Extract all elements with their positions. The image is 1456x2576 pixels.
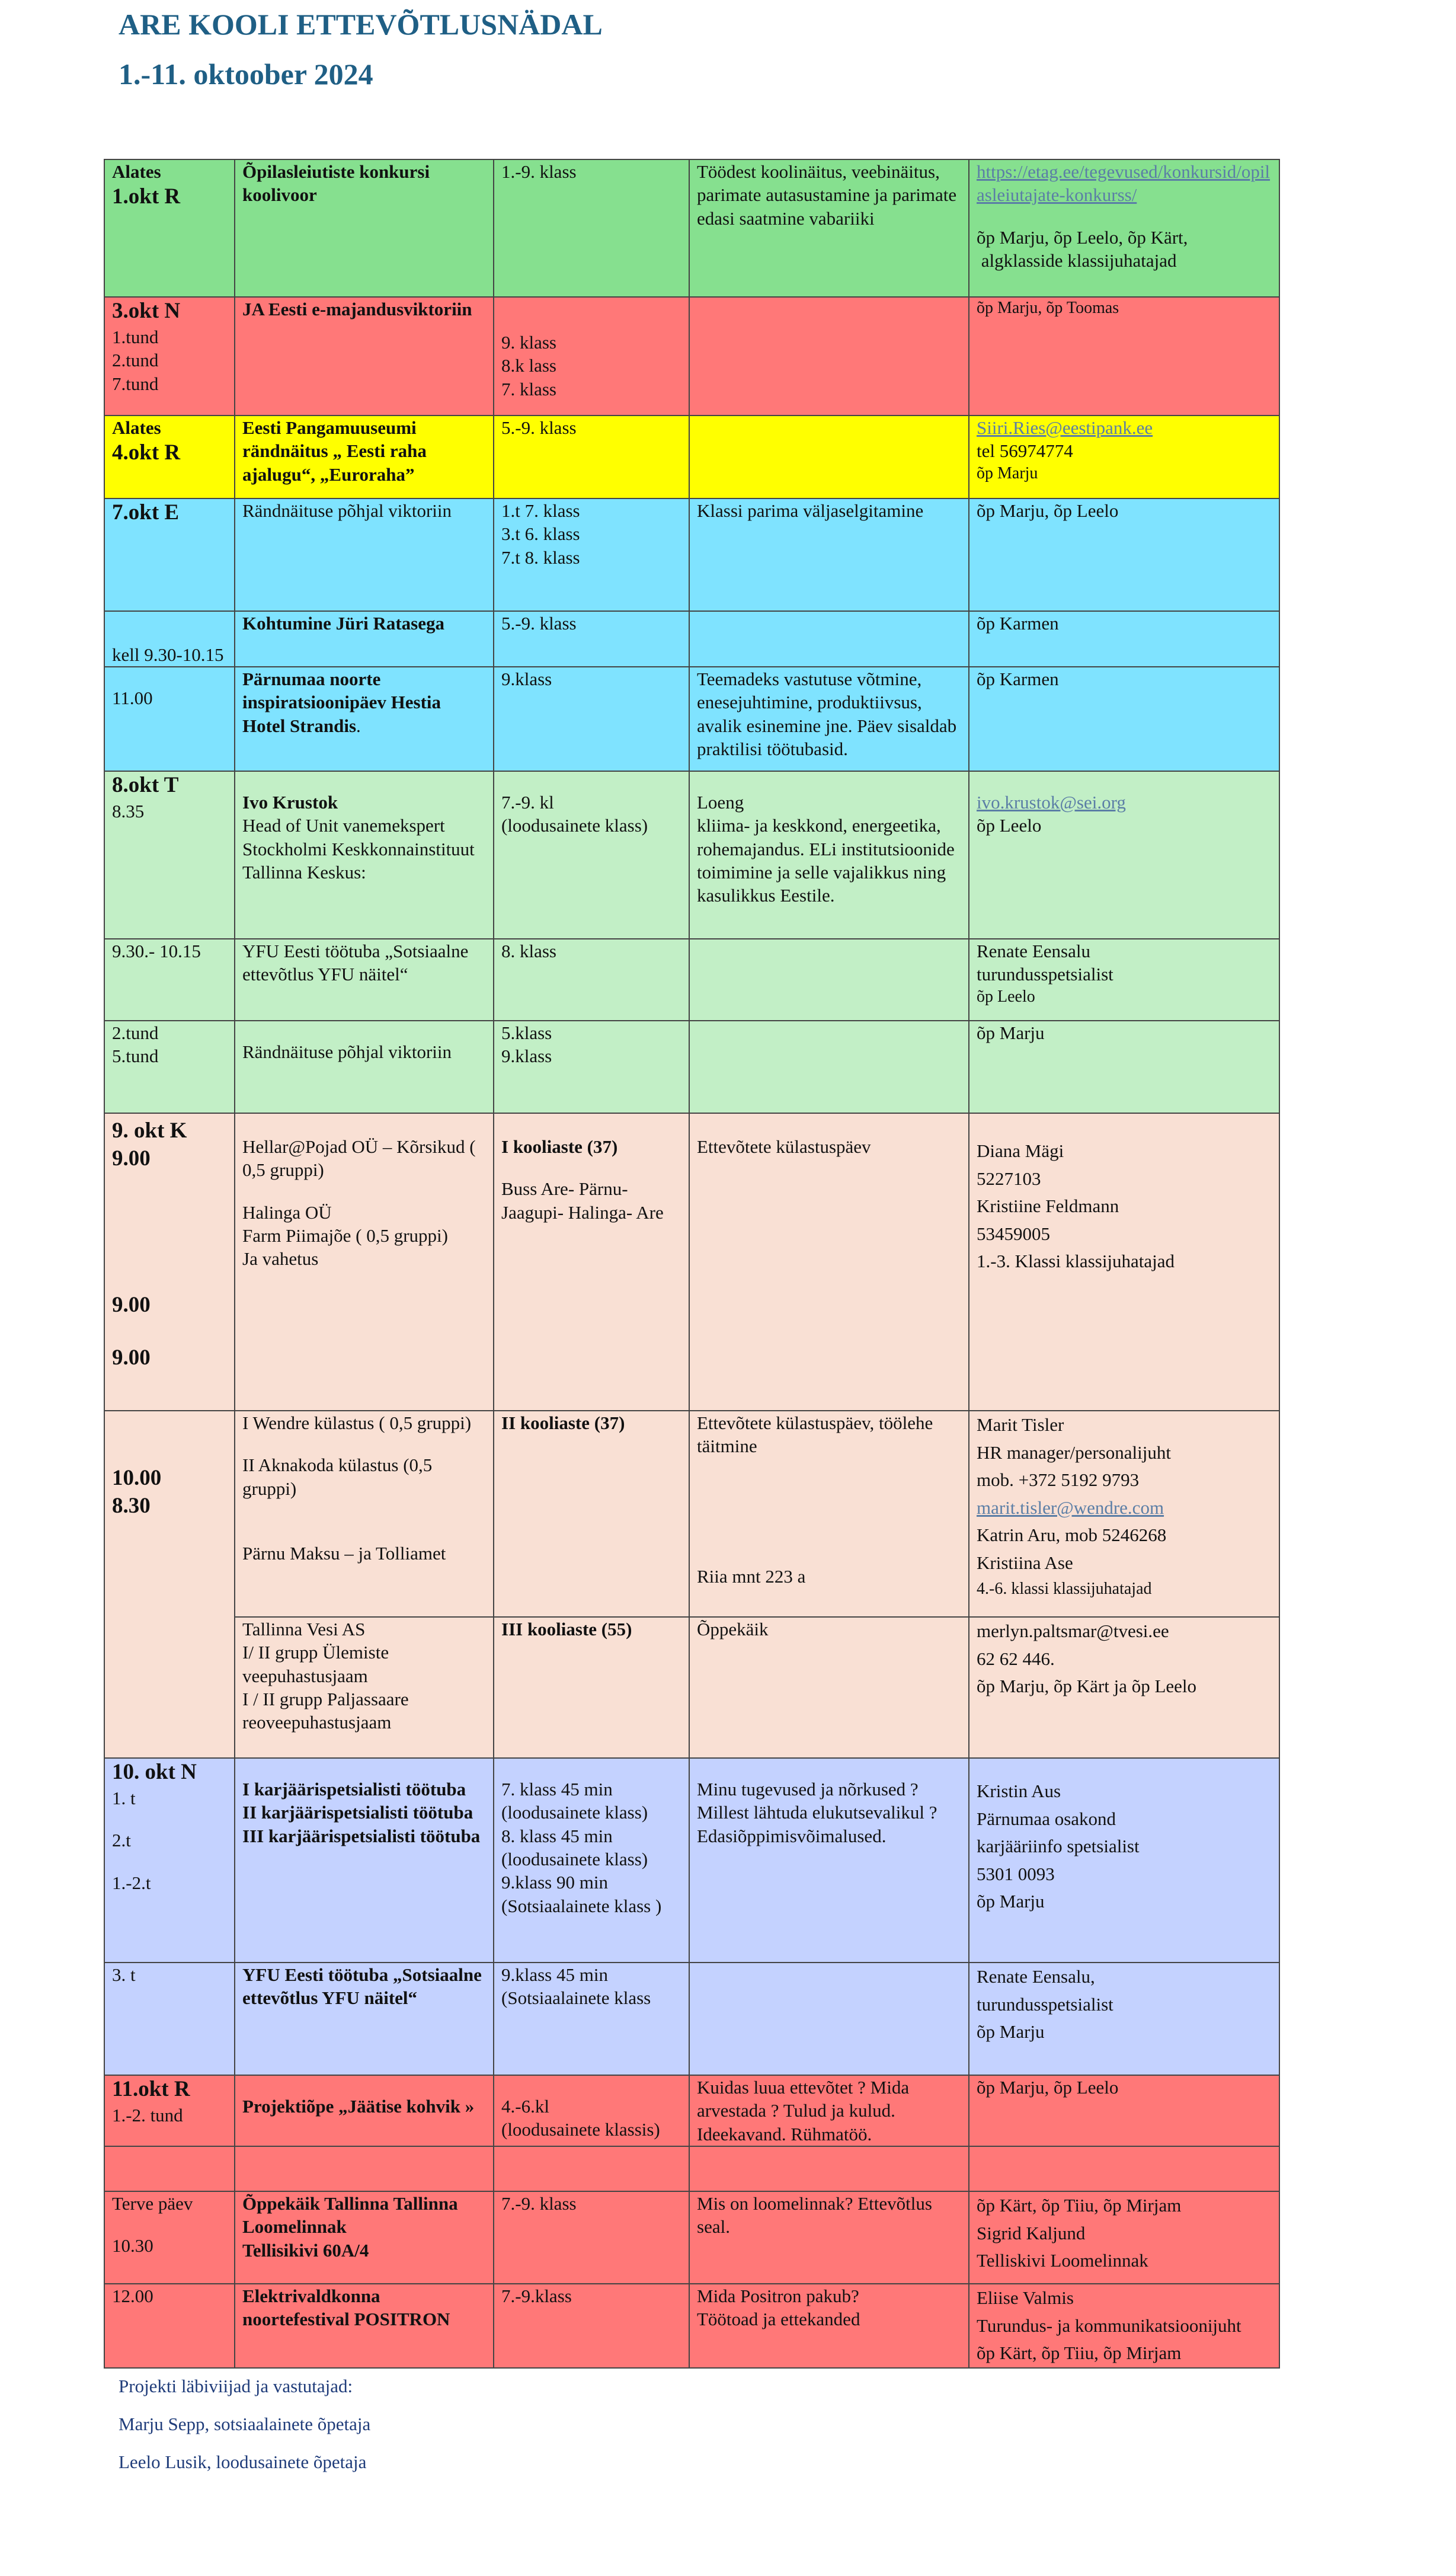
contact-text: 4.-6. klassi klassijuhatajad xyxy=(977,1580,1152,1598)
contact-text: 5227103 xyxy=(977,1168,1041,1189)
date-cell xyxy=(104,1758,235,1963)
contact-cell xyxy=(969,498,1279,611)
contact-cell xyxy=(969,297,1279,416)
event-cell xyxy=(235,159,494,297)
group-text: 9. klass xyxy=(501,332,556,353)
contact-text: algklasside klassijuhatajad xyxy=(977,250,1177,271)
bus-route: Buss Are- Pärnu-Jaagupi- Halinga- Are xyxy=(501,1178,664,1223)
group-cell xyxy=(494,939,689,1021)
contact-text: Renate Eensalu xyxy=(977,941,1090,961)
address-text: Riia mnt 223 a xyxy=(697,1565,806,1587)
event-title: Hellar@Pojad OÜ – Kõrsikud ( 0,5 gruppi) xyxy=(242,1136,476,1181)
table-row xyxy=(104,939,1279,1021)
contact-text: õp Marju, õp Leelo xyxy=(977,500,1119,521)
date-label: 10. okt N xyxy=(112,1760,197,1784)
group-text: 5.-9. klass xyxy=(501,613,577,634)
event-cell xyxy=(235,2146,494,2191)
contact-cell xyxy=(969,1113,1279,1411)
description-text: Edasiõppimisvõimalused. xyxy=(697,1825,887,1846)
email-link[interactable]: marit.tisler@wendre.com xyxy=(977,1497,1164,1518)
event-title-period: . xyxy=(356,715,361,736)
contact-text: õp Marju xyxy=(977,1891,1045,1912)
contact-text: mob. +372 5192 9793 xyxy=(977,1469,1140,1490)
group-text: 7.-9.klass xyxy=(501,2286,572,2307)
table-row xyxy=(104,1617,1279,1758)
speaker-title: Head of Unit vanemekspert Stockholmi Keskkonnainstituut Tallinna Keskus: xyxy=(242,815,475,883)
table-row xyxy=(104,159,1279,297)
description-text: Ettevõtete külastuspäev xyxy=(697,1136,871,1157)
contest-link[interactable]: https://etag.ee/tegevused/konkursid/opilasleiutajate-konkurss/ xyxy=(977,161,1271,206)
event-cell xyxy=(235,939,494,1021)
contact-text: merlyn.paltsmar@tvesi.ee xyxy=(977,1621,1169,1641)
date-label: 3.okt N xyxy=(112,299,181,323)
group-cell xyxy=(494,159,689,297)
description-text: Teemadeks vastutuse võtmine, enesejuhtimine, produktiivsus, avalik esinemine jne. Päev sisaldab praktilisi töötubasid. xyxy=(697,669,957,760)
event-title: Halinga OÜ xyxy=(242,1201,332,1223)
contact-text: Renate Eensalu, xyxy=(977,1966,1095,1987)
group-cell xyxy=(494,2191,689,2284)
group-text: 7. klass xyxy=(501,378,556,399)
date-cell xyxy=(104,2191,235,2284)
event-cell xyxy=(235,611,494,667)
lesson-label: 5.tund xyxy=(112,1046,159,1067)
time-label: 9.30.- 10.15 xyxy=(112,941,201,961)
group-text: (Sotsiaalainete klass ) xyxy=(501,1895,662,1916)
lesson-label: 1.-2. tund xyxy=(112,2104,183,2126)
contact-text: õp Marju, õp Leelo xyxy=(977,2077,1119,2098)
contact-text: Kristin Aus xyxy=(977,1781,1061,1801)
event-title: Farm Piimajõe ( 0,5 gruppi) xyxy=(242,1225,448,1247)
date-cell xyxy=(104,2075,235,2146)
group-cell xyxy=(494,1617,689,1758)
date-label: 11.okt R xyxy=(112,2077,190,2101)
contact-text: õp Marju, õp Toomas xyxy=(977,299,1119,317)
time-label: kell 9.30-10.15 xyxy=(112,644,224,665)
contact-text: õp Marju xyxy=(977,464,1038,482)
event-cell xyxy=(235,416,494,498)
group-text: 9.klass xyxy=(501,669,552,689)
event-title: Rändnäituse põhjal viktoriin xyxy=(242,1041,452,1062)
date-prefix: Alates xyxy=(112,417,161,438)
lesson-label: 2.tund xyxy=(112,350,159,371)
page-dates: 1.-11. oktoober 2024 xyxy=(119,57,373,91)
time-label: 8.30 xyxy=(112,1493,151,1518)
time-label: 10.00 xyxy=(112,1466,162,1490)
date-label: 8.okt T xyxy=(112,773,179,797)
date-label: 7.okt E xyxy=(112,500,180,525)
time-label: 9.00 xyxy=(112,1345,151,1370)
event-title: Elektrivaldkonna noortefestival POSITRON xyxy=(242,2286,450,2330)
description-cell xyxy=(689,1021,969,1113)
event-cell xyxy=(235,1617,494,1758)
lesson-label: 1.-2.t xyxy=(112,1872,151,1893)
contact-cell xyxy=(969,1758,1279,1963)
group-text: (Sotsiaalainete klass xyxy=(501,1987,651,2009)
description-text: Loeng xyxy=(697,792,744,813)
table-row xyxy=(104,297,1279,416)
event-title: Tallinna Vesi AS xyxy=(242,1619,366,1639)
contact-text: Pärnumaa osakond xyxy=(977,1808,1116,1829)
description-text: Ettevõtete külastuspäev, töölehe täitmine xyxy=(697,1412,933,1457)
email-link[interactable]: Siiri.Ries@eestipank.ee xyxy=(977,417,1153,438)
group-cell xyxy=(494,1021,689,1113)
group-text: 5.klass xyxy=(501,1022,552,1043)
group-text: 7.-9. klass xyxy=(501,2193,577,2214)
group-cell xyxy=(494,297,689,416)
table-row xyxy=(104,1758,1279,1963)
event-title: JA Eesti e-majandusviktoriin xyxy=(242,299,472,319)
group-cell xyxy=(494,611,689,667)
date-cell xyxy=(104,159,235,297)
time-label: Terve päev xyxy=(112,2193,193,2214)
contact-cell xyxy=(969,1021,1279,1113)
event-title: I/ II grupp Ülemiste veepuhastusjaam xyxy=(242,1642,389,1686)
description-text: Töötoad ja ettekanded xyxy=(697,2309,860,2330)
group-text: (loodusainete klassis) xyxy=(501,2119,660,2140)
event-cell xyxy=(235,1758,494,1963)
contact-text: Marit Tisler xyxy=(977,1414,1064,1435)
group-text: 8. klass 45 min xyxy=(501,1825,613,1846)
description-cell xyxy=(689,1758,969,1963)
table-row xyxy=(104,667,1279,771)
table-row xyxy=(104,2191,1279,2284)
event-title: Kohtumine Jüri Ratasega xyxy=(242,613,444,634)
contact-cell xyxy=(969,667,1279,771)
description-cell xyxy=(689,611,969,667)
contact-text: tel 56974774 xyxy=(977,440,1073,462)
group-cell xyxy=(494,2075,689,2146)
table-row xyxy=(104,2146,1279,2191)
footer-heading: Projekti läbiviijad ja vastutajad: xyxy=(119,2376,353,2396)
description-text: kliima- ja keskkond, energeetika, rohemajandus. ELi institutsioonide toimimine ja selle vajalikkus ning kasulikkus Eestile. xyxy=(697,815,955,906)
table-row xyxy=(104,1113,1279,1411)
time-label: 11.00 xyxy=(112,688,153,708)
event-title: II Aknakoda külastus (0,5 gruppi) xyxy=(242,1455,433,1499)
description-text: Minu tugevused ja nõrkused ? xyxy=(697,1779,919,1800)
event-cell xyxy=(235,2075,494,2146)
date-label: 1.okt R xyxy=(112,184,181,209)
event-cell xyxy=(235,2191,494,2284)
description-cell xyxy=(689,1113,969,1411)
description-cell xyxy=(689,2284,969,2368)
group-text: (loodusainete klass) xyxy=(501,1849,648,1870)
table-row xyxy=(104,2284,1279,2368)
group-text: (loodusainete klass) xyxy=(501,1802,648,1823)
contact-text: õp Kärt, õp Tiiu, õp Mirjam xyxy=(977,2195,1182,2216)
schedule-table xyxy=(104,159,1280,2369)
table-row xyxy=(104,1963,1279,2075)
event-title: Õpilasleiutiste konkursi koolivoor xyxy=(242,161,430,206)
table-row xyxy=(104,416,1279,498)
footer xyxy=(119,2376,370,2489)
group-cell xyxy=(494,1411,689,1617)
lesson-label: 7.tund xyxy=(112,373,159,394)
date-cell xyxy=(104,1411,235,1758)
event-title: I karjäärispetsialisti töötuba xyxy=(242,1779,466,1800)
contact-cell xyxy=(969,2284,1279,2368)
description-cell xyxy=(689,939,969,1021)
group-text: 8. klass xyxy=(501,941,556,961)
event-title: III karjäärispetsialisti töötuba xyxy=(242,1825,481,1846)
footer-line: Marju Sepp, sotsiaalainete õpetaja xyxy=(119,2414,371,2434)
table-row xyxy=(104,498,1279,611)
group-text: 7. klass 45 min xyxy=(501,1779,613,1800)
description-cell xyxy=(689,498,969,611)
event-cell xyxy=(235,1021,494,1113)
contact-cell xyxy=(969,1617,1279,1758)
table-row xyxy=(104,1411,1279,1617)
group-cell xyxy=(494,1963,689,2075)
group-cell xyxy=(494,1758,689,1963)
date-prefix: Alates xyxy=(112,161,161,182)
group-cell xyxy=(494,2284,689,2368)
event-cell xyxy=(235,1963,494,2075)
group-cell xyxy=(494,771,689,939)
contact-cell xyxy=(969,1411,1279,1617)
event-title: Eesti Pangamuuseumi rändnäitus „ Eesti raha ajalugu“, „Euroraha” xyxy=(242,417,427,485)
description-cell xyxy=(689,159,969,297)
event-title: Projektiõpe „Jäätise kohvik » xyxy=(242,2096,475,2117)
table-row xyxy=(104,611,1279,667)
time-label: 8.35 xyxy=(112,800,145,822)
speaker-name: Ivo Krustok xyxy=(242,792,338,813)
table-row xyxy=(104,2075,1279,2146)
contact-text: Kristiina Ase xyxy=(977,1552,1073,1573)
contact-cell xyxy=(969,611,1279,667)
event-address: Tellisikivi 60A/4 xyxy=(242,2239,369,2261)
lesson-label: 3. t xyxy=(112,1964,136,1985)
description-cell xyxy=(689,1963,969,2075)
date-label: 9. okt K xyxy=(112,1118,187,1143)
date-cell xyxy=(104,2284,235,2368)
footer-line: Leelo Lusik, loodusainete õpetaja xyxy=(119,2452,367,2472)
description-cell xyxy=(689,1411,969,1617)
contact-text: Diana Mägi xyxy=(977,1140,1064,1161)
group-text: III kooliaste (55) xyxy=(501,1619,632,1639)
event-title: Ja vahetus xyxy=(242,1248,319,1270)
contact-text: Sigrid Kaljund xyxy=(977,2222,1086,2243)
event-cell xyxy=(235,2284,494,2368)
description-cell xyxy=(689,771,969,939)
group-cell xyxy=(494,498,689,611)
contact-text: Kristiine Feldmann xyxy=(977,1196,1119,1216)
date-cell xyxy=(104,667,235,771)
description-text: Õppekäik xyxy=(697,1619,769,1639)
group-text: 7.t 8. klass xyxy=(501,546,580,568)
group-text: 1.t 7. klass xyxy=(501,500,580,521)
event-title: I Wendre külastus ( 0,5 gruppi) xyxy=(242,1412,472,1433)
contact-cell xyxy=(969,2191,1279,2284)
date-label: 4.okt R xyxy=(112,440,181,465)
group-text: 4.-6.kl xyxy=(501,2096,549,2117)
contact-cell xyxy=(969,159,1279,297)
group-text: 9.klass xyxy=(501,1046,552,1067)
description-cell xyxy=(689,416,969,498)
date-cell xyxy=(104,498,235,611)
contact-text: karjääriinfo spetsialist xyxy=(977,1836,1140,1856)
contact-cell xyxy=(969,416,1279,498)
contact-text: õp Leelo xyxy=(977,815,1042,836)
date-cell xyxy=(104,297,235,416)
description-text: Töödest koolinäitus, veebinäitus, parimate autasustamine ja parimate edasi saatmine vabariiki xyxy=(697,161,957,229)
date-cell xyxy=(104,1113,235,1411)
contact-text: HR manager/personalijuht xyxy=(977,1442,1171,1463)
lesson-label: 1.tund xyxy=(112,326,159,347)
contact-text: turundusspetsialist xyxy=(977,1993,1113,2015)
table-row xyxy=(104,771,1279,939)
group-text: 9.klass 90 min xyxy=(501,1872,608,1893)
time-label: 10.30 xyxy=(112,2235,153,2257)
date-cell xyxy=(104,1963,235,2075)
event-cell xyxy=(235,1411,494,1617)
description-text: Mida Positron pakub? xyxy=(697,2286,859,2307)
time-label: 12.00 xyxy=(112,2286,153,2307)
date-cell xyxy=(104,939,235,1021)
contact-text: õp Marju xyxy=(977,1022,1045,1043)
description-text: Millest lähtuda elukutsevalikul ? xyxy=(697,1802,937,1823)
group-text: II kooliaste (37) xyxy=(501,1412,625,1433)
group-text: 7.-9. kl xyxy=(501,792,554,813)
group-text: 5.-9. klass xyxy=(501,417,577,438)
group-cell xyxy=(494,1113,689,1411)
description-text: Kuidas luua ettevõtet ? Mida arvestada ? Tulud ja kulud. Ideekavand. Rühmatöö. xyxy=(697,2077,910,2144)
contact-cell xyxy=(969,939,1279,1021)
description-cell xyxy=(689,2191,969,2284)
event-cell xyxy=(235,1113,494,1411)
lesson-label: 1. t xyxy=(112,1787,136,1808)
contact-text: Eliise Valmis xyxy=(977,2287,1074,2309)
group-cell xyxy=(494,2146,689,2191)
event-title: YFU Eesti töötuba „Sotsiaalne ettevõtlus YFU näitel“ xyxy=(242,941,469,985)
page-title: ARE KOOLI ETTEVÕTLUSNÄDAL xyxy=(119,8,603,41)
date-cell xyxy=(104,1021,235,1113)
contact-text: õp Marju xyxy=(977,2021,1045,2042)
event-cell xyxy=(235,498,494,611)
contact-cell xyxy=(969,1963,1279,2075)
contact-cell xyxy=(969,771,1279,939)
contact-text: 62 62 446. xyxy=(977,1648,1055,1669)
contact-text: turundusspetsialist xyxy=(977,964,1113,985)
contact-text: õp Marju, õp Kärt ja õp Leelo xyxy=(977,1676,1197,1696)
contact-text: õp Marju, õp Leelo, õp Kärt, xyxy=(977,226,1188,248)
contact-text: 1.-3. Klassi klassijuhatajad xyxy=(977,1251,1175,1271)
event-title: Õppekäik Tallinna Tallinna Loomelinnak xyxy=(242,2193,458,2238)
group-text: 8.k lass xyxy=(501,355,556,376)
group-text: I kooliaste (37) xyxy=(501,1136,618,1157)
contact-text: 5301 0093 xyxy=(977,1863,1055,1884)
event-title: I / II grupp Paljassaare reoveepuhastusjaam xyxy=(242,1689,409,1733)
time-label: 9.00 xyxy=(112,1146,151,1171)
lesson-label: 2.t xyxy=(112,1830,131,1851)
description-cell xyxy=(689,297,969,416)
description-cell xyxy=(689,667,969,771)
group-text: (loodusainete klass) xyxy=(501,815,648,836)
contact-text: Turundus- ja kommunikatsioonijuht xyxy=(977,2315,1241,2336)
contact-text: õp Kärt, õp Tiiu, õp Mirjam xyxy=(977,2342,1182,2364)
event-title: Pärnumaa noorte inspiratsioonipäev Hestia Hotel Strandis xyxy=(242,669,441,736)
lesson-label: 2.tund xyxy=(112,1022,159,1043)
event-title: Rändnäituse põhjal viktoriin xyxy=(242,500,452,521)
description-cell xyxy=(689,2075,969,2146)
email-link[interactable]: ivo.krustok@sei.org xyxy=(977,792,1126,813)
table-row xyxy=(104,1021,1279,1113)
event-cell xyxy=(235,297,494,416)
group-text: 9.klass 45 min xyxy=(501,1964,608,1985)
description-text: Mis on loomelinnak? Ettevõtlus seal. xyxy=(697,2193,932,2238)
group-text: 3.t 6. klass xyxy=(501,523,580,545)
contact-text: õp Karmen xyxy=(977,613,1059,634)
group-text: 1.-9. klass xyxy=(501,161,577,182)
contact-text: õp Karmen xyxy=(977,669,1059,689)
description-text: Klassi parima väljaselgitamine xyxy=(697,500,924,521)
description-cell xyxy=(689,1617,969,1758)
description-cell xyxy=(689,2146,969,2191)
contact-cell xyxy=(969,2146,1279,2191)
date-cell xyxy=(104,2146,235,2191)
event-cell xyxy=(235,771,494,939)
event-title: II karjäärispetsialisti töötuba xyxy=(242,1802,473,1823)
date-cell xyxy=(104,771,235,939)
contact-text: õp Leelo xyxy=(977,987,1035,1006)
date-cell xyxy=(104,416,235,498)
group-cell xyxy=(494,416,689,498)
contact-text: Katrin Aru, mob 5246268 xyxy=(977,1524,1167,1545)
contact-text: Telliskivi Loomelinnak xyxy=(977,2250,1148,2271)
contact-cell xyxy=(969,2075,1279,2146)
group-cell xyxy=(494,667,689,771)
date-cell xyxy=(104,611,235,667)
event-cell xyxy=(235,667,494,771)
event-title: YFU Eesti töötuba „Sotsiaalne ettevõtlus YFU näitel“ xyxy=(242,1964,482,2009)
time-label: 9.00 xyxy=(112,1292,151,1317)
event-title: Pärnu Maksu – ja Tolliamet xyxy=(242,1543,446,1564)
contact-text: 53459005 xyxy=(977,1223,1050,1244)
